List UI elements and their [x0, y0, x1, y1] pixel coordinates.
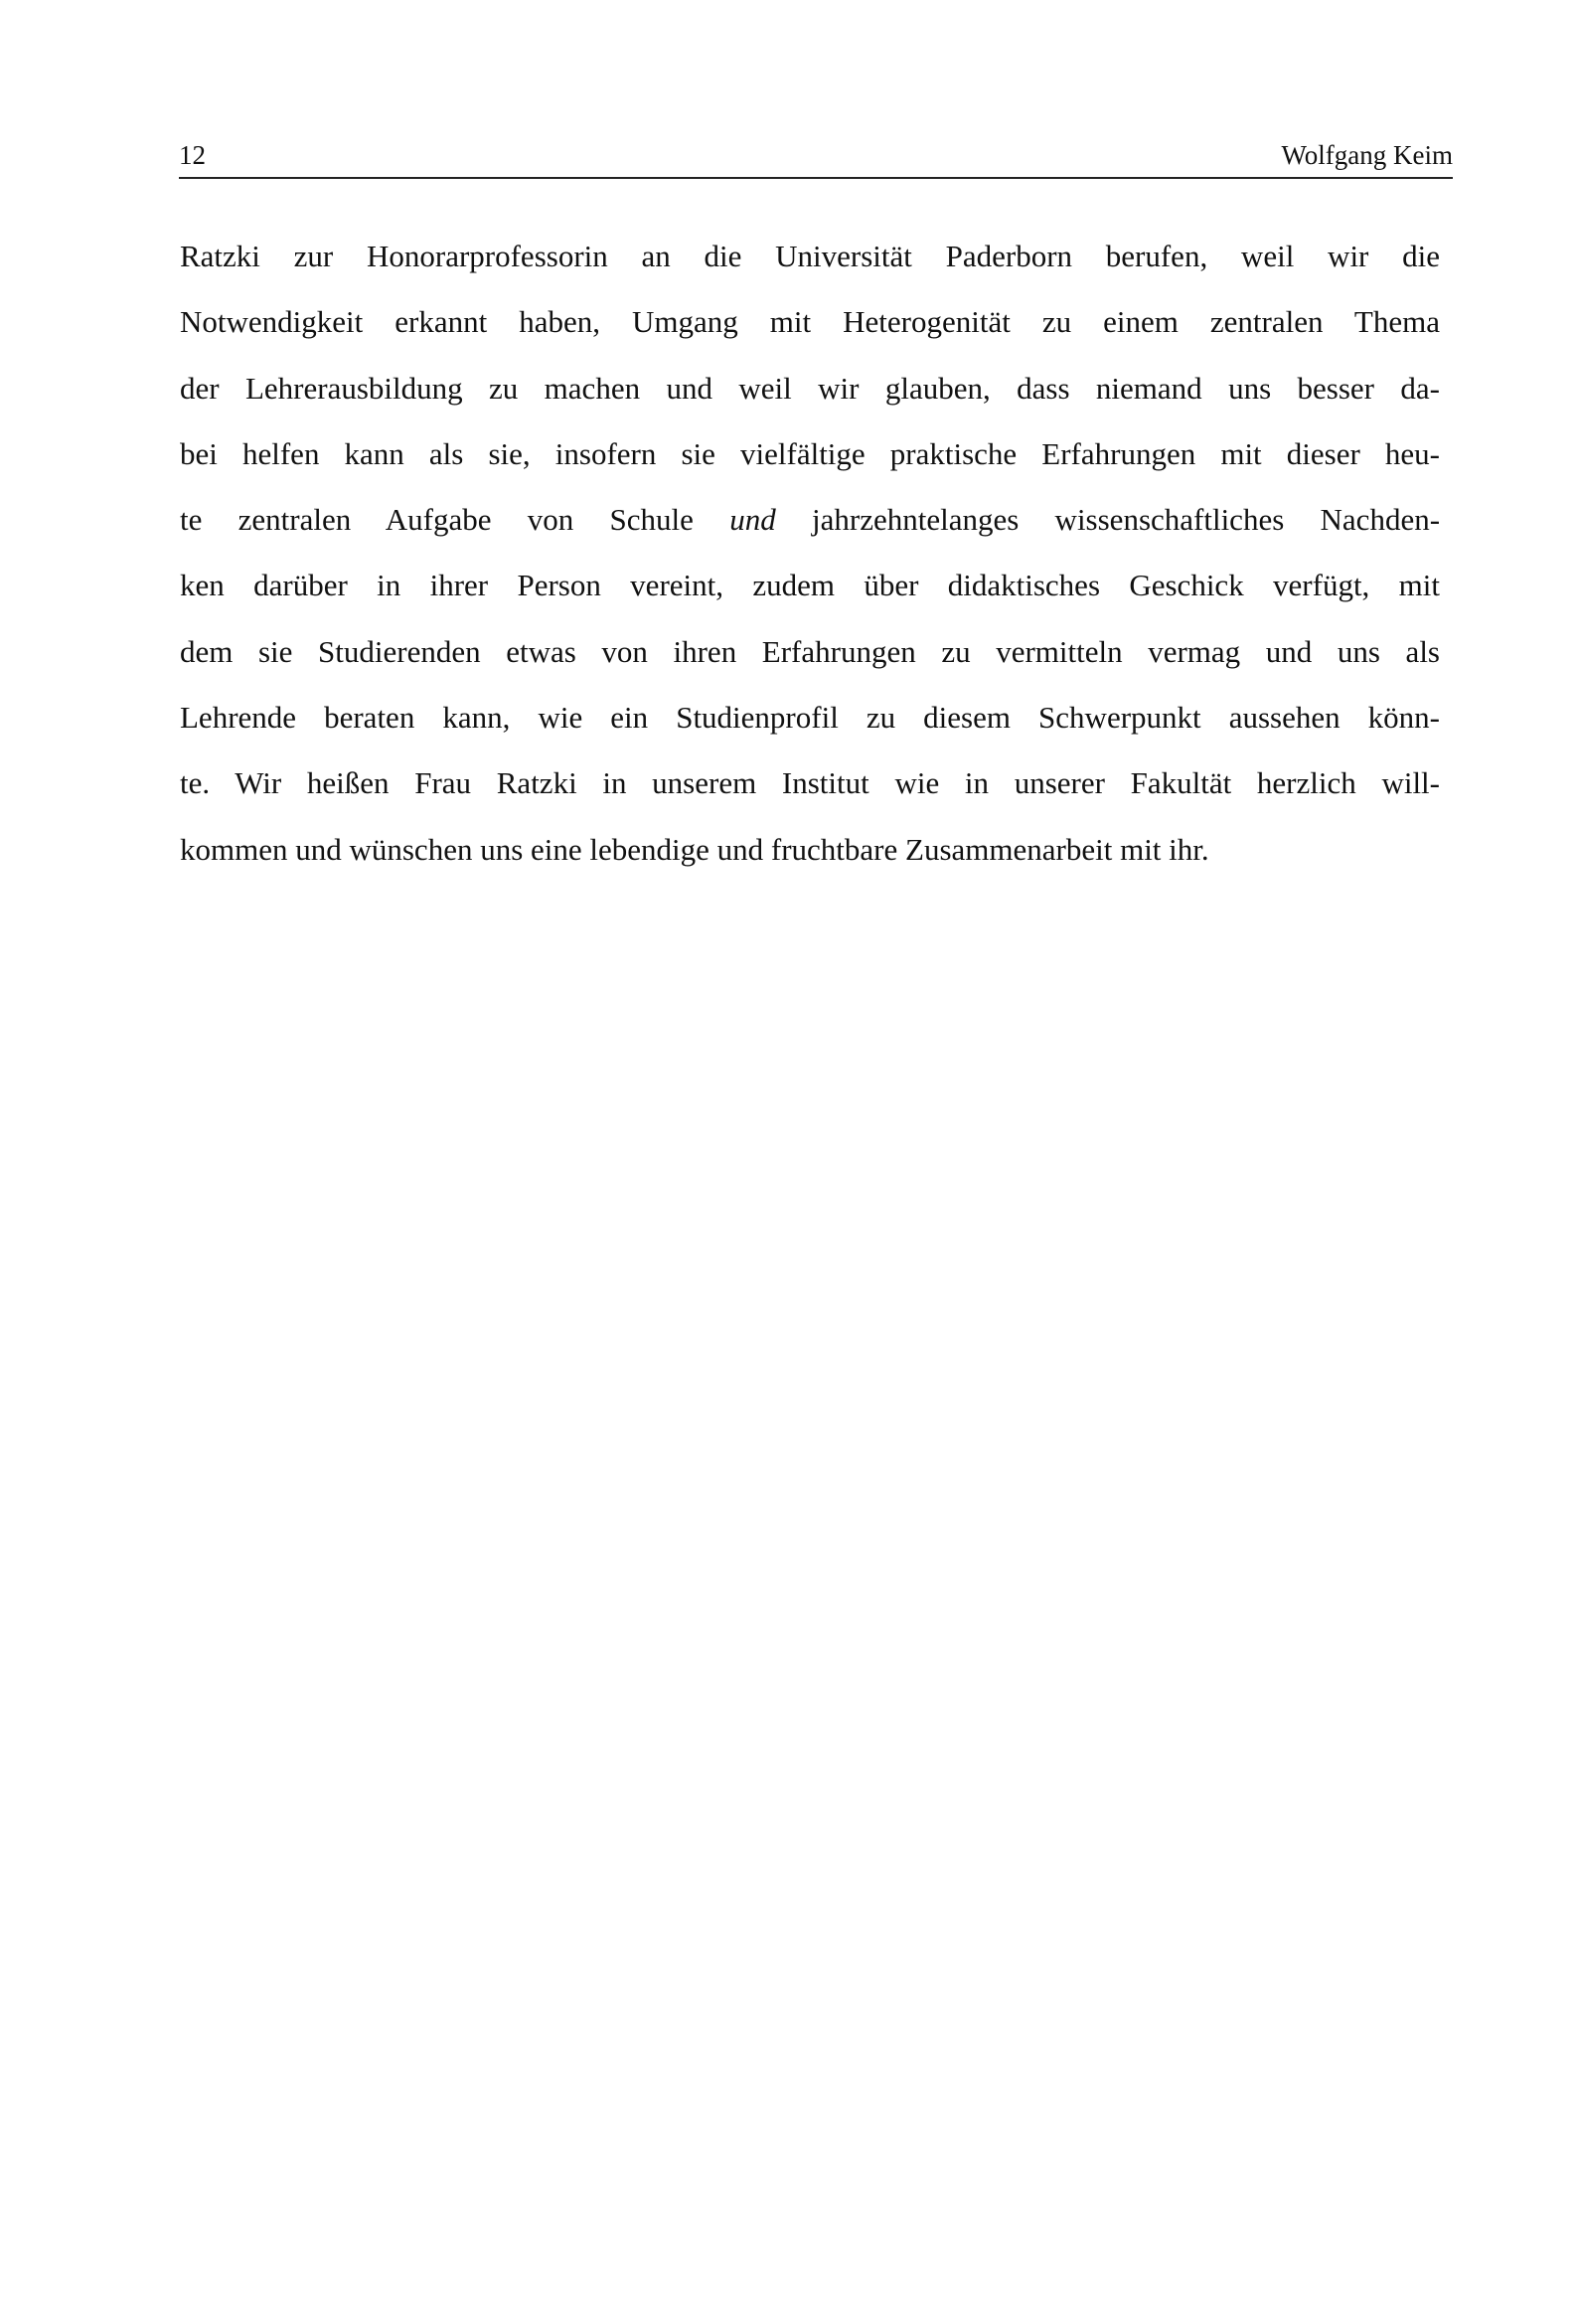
- text-line: Ratzki zur Honorarprofessorin an die Universität Paderborn berufen, weil wir die: [180, 239, 1440, 273]
- body-paragraph: [180, 237, 1440, 896]
- text-line: Notwendigkeit erkannt haben, Umgang mit Heterogenität zu einem zentralen Thema: [180, 304, 1440, 340]
- text-segment: jahrzehntelanges wissenschaftliches Nachden-: [812, 502, 1441, 538]
- emphasis-text: und: [729, 502, 776, 538]
- text-line: ken darüber in ihrer Person vereint, zudem über didaktisches Geschick verfügt, mit: [180, 568, 1440, 603]
- text-segment: te zentralen Aufgabe von Schule: [180, 502, 694, 538]
- text-line: bei helfen kann als sie, insofern sie vielfältige praktische Erfahrungen mit dieser heu-: [180, 435, 1440, 471]
- text-line: te. Wir heißen Frau Ratzki in unserem Institut wie in unserer Fakultät herzlich will-: [180, 765, 1440, 801]
- text-line: [180, 500, 1440, 566]
- text-line: der Lehrerausbildung zu machen und weil wir glauben, dass niemand uns besser da-: [180, 370, 1440, 406]
- text-line: kommen und wünschen uns eine lebendige und fruchtbare Zusammenarbeit mit ihr.: [180, 831, 1209, 867]
- running-header: [179, 135, 1453, 179]
- page-number: 12: [179, 140, 206, 170]
- text-line: Lehrende beraten kann, wie ein Studienprofil zu diesem Schwerpunkt aussehen könn-: [180, 700, 1440, 736]
- text-line: dem sie Studierenden etwas von ihren Erfahrungen zu vermitteln vermag und uns als: [180, 633, 1440, 669]
- running-head-author: Wolfgang Keim: [1281, 140, 1453, 170]
